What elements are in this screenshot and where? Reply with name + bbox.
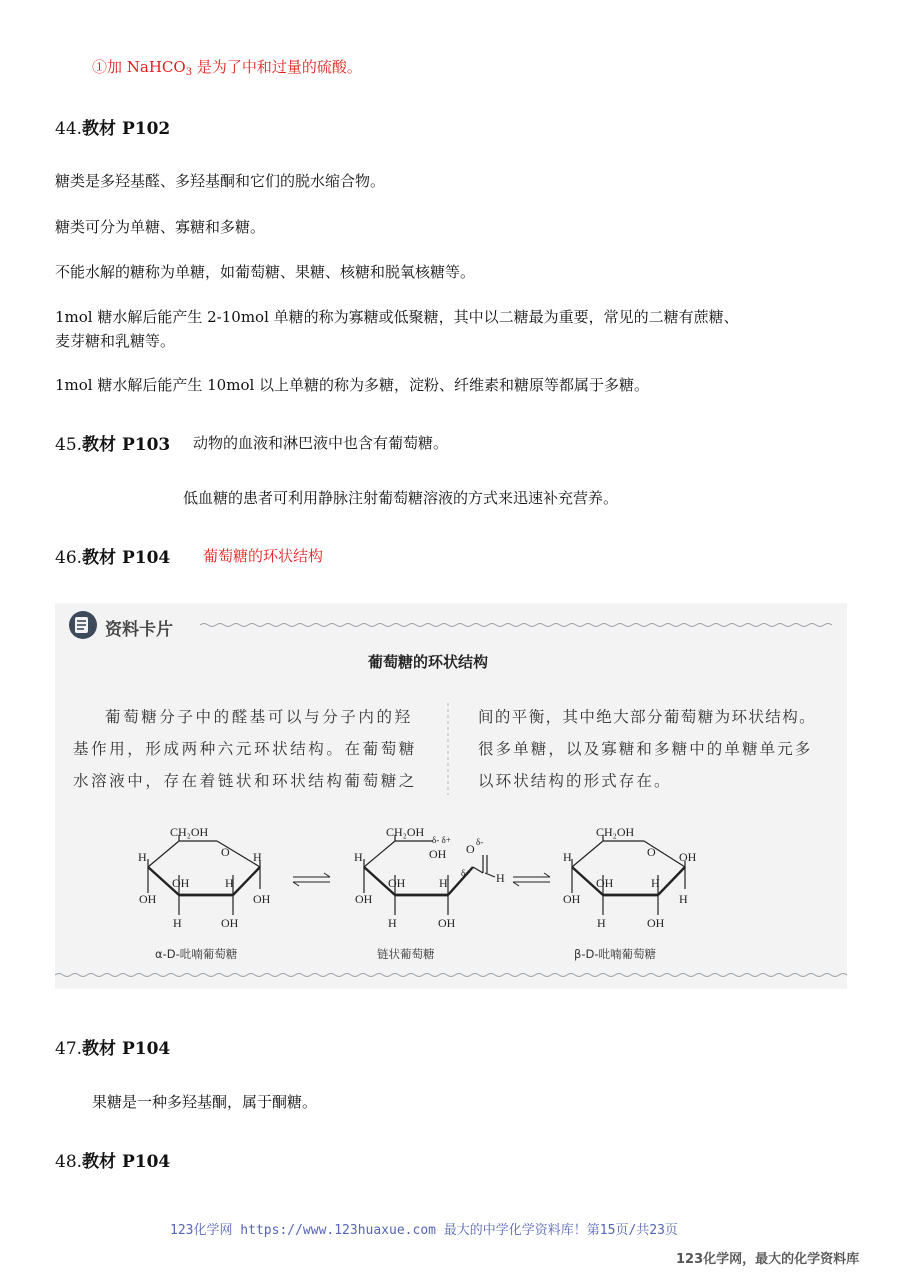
- m2-oh2: OH: [355, 892, 373, 906]
- m3-oh1: OH: [596, 876, 614, 890]
- bottom-wave-divider: [55, 974, 847, 977]
- m3-h1: H: [563, 850, 572, 864]
- m1-oh4: OH: [221, 916, 239, 930]
- card-header: 资料卡片: [105, 620, 173, 640]
- m2-h3: H: [388, 916, 397, 930]
- m1-oh2: OH: [139, 892, 157, 906]
- m1-ch2oh: CH₂OH: [170, 825, 209, 839]
- m1-h4: H: [173, 916, 182, 930]
- s45-line-1: 动物的血液和淋巴液中也含有葡萄糖。: [193, 434, 449, 452]
- s44-para-4a: 1mol 糖水解后能产生 2-10mol 单糖的称为寡糖或低聚糖，其中以二糖最为重要，常见的二糖有蔗糖、: [55, 308, 739, 326]
- card-right-line-2: 很多单糖，以及寡糖和多糖中的单糖单元多: [478, 740, 813, 758]
- m2-o: O: [466, 842, 475, 856]
- m3-ch2oh: CH₂OH: [596, 825, 635, 839]
- equilibrium-arrow-1: [293, 873, 330, 886]
- s46-topic: 葡萄糖的环状结构: [203, 547, 324, 565]
- caption-alpha: α-D-吡喃葡萄糖: [155, 947, 238, 961]
- m1-h3: H: [225, 876, 234, 890]
- m2-delta-plus: δ+: [461, 868, 471, 878]
- info-card: [55, 603, 847, 989]
- card-right-line-1: 间的平衡，其中绝大部分葡萄糖为环状结构。: [478, 708, 817, 726]
- m3-oh3: OH: [647, 916, 665, 930]
- m2-h-ald: H: [496, 871, 505, 885]
- s45-line-2: 低血糖的患者可利用静脉注射葡萄糖溶液的方式来迅速补充营养。: [183, 489, 619, 507]
- m3-o: O: [647, 845, 656, 859]
- s44-para-1: 糖类是多羟基醛、多羟基酮和它们的脱水缩合物。: [55, 172, 386, 190]
- section-45-heading: 45.教材 P103: [55, 435, 171, 455]
- equilibrium-arrow-2: [513, 873, 550, 886]
- m1-h1: H: [138, 850, 147, 864]
- m2-oh3: OH: [438, 916, 456, 930]
- m2-ch2oh: CH₂OH: [386, 825, 425, 839]
- caption-chain: 链状葡萄糖: [377, 947, 435, 961]
- s44-para-5: 1mol 糖水解后能产生 10mol 以上单糖的称为多糖，淀粉、纤维素和糖原等都属于多糖。: [55, 376, 650, 394]
- caption-beta: β-D-吡喃葡萄糖: [574, 947, 656, 961]
- m3-h4: H: [597, 916, 606, 930]
- s47-text: 果糖是一种多羟基酮，属于酮糖。: [92, 1093, 318, 1111]
- s44-para-2: 糖类可分为单糖、寡糖和多糖。: [55, 218, 266, 236]
- beta-glucose-structure: [572, 835, 685, 915]
- m2-delta-minus: δ-: [476, 837, 484, 847]
- section-44-heading: 44.教材 P102: [55, 119, 171, 139]
- m1-oh1: OH: [172, 876, 190, 890]
- section-46-heading: 46.教材 P104: [55, 548, 171, 568]
- m1-oh3: OH: [253, 892, 271, 906]
- section-48-heading: 48.教材 P104: [55, 1152, 171, 1172]
- m2-h1: H: [354, 850, 363, 864]
- note-line: ①加 NaHCO$_3$ 是为了中和过量的硫酸。: [92, 58, 362, 78]
- alpha-glucose-structure: [148, 835, 260, 915]
- m1-h2: H: [253, 850, 262, 864]
- m2-oh1: OH: [388, 876, 406, 890]
- m2-delta-pair: δ- δ+: [432, 835, 451, 845]
- m3-h3: H: [679, 892, 688, 906]
- m3-oh2: OH: [563, 892, 581, 906]
- top-wave-divider: [200, 624, 832, 627]
- card-left-line-3: 水溶液中，存在着链状和环状结构葡萄糖之: [73, 772, 417, 790]
- card-left-line-2: 基作用，形成两种六元环状结构。在葡萄糖: [73, 740, 417, 758]
- m3-h2: H: [651, 876, 660, 890]
- section-47-heading: 47.教材 P104: [55, 1039, 171, 1059]
- card-right-line-3: 以环状结构的形式存在。: [478, 772, 672, 790]
- m2-h2: H: [439, 876, 448, 890]
- s44-para-4b: 麦芽糖和乳糖等。: [55, 332, 176, 350]
- watermark: 123化学网，最大的化学资料库: [676, 1252, 860, 1267]
- s44-para-3: 不能水解的糖称为单糖，如葡萄糖、果糖、核糖和脱氧核糖等。: [55, 263, 476, 281]
- m3-oh-top: OH: [679, 850, 697, 864]
- m1-o: O: [221, 845, 230, 859]
- card-left-line-1: 葡萄糖分子中的醛基可以与分子内的羟: [105, 708, 413, 726]
- m2-oh-top: OH: [429, 847, 447, 861]
- page-footer: 123化学网 https://www.123huaxue.com 最大的中学化学资料库！第15页/共23页: [170, 1223, 678, 1238]
- card-title: 葡萄糖的环状结构: [368, 653, 489, 671]
- document-icon: [69, 611, 97, 639]
